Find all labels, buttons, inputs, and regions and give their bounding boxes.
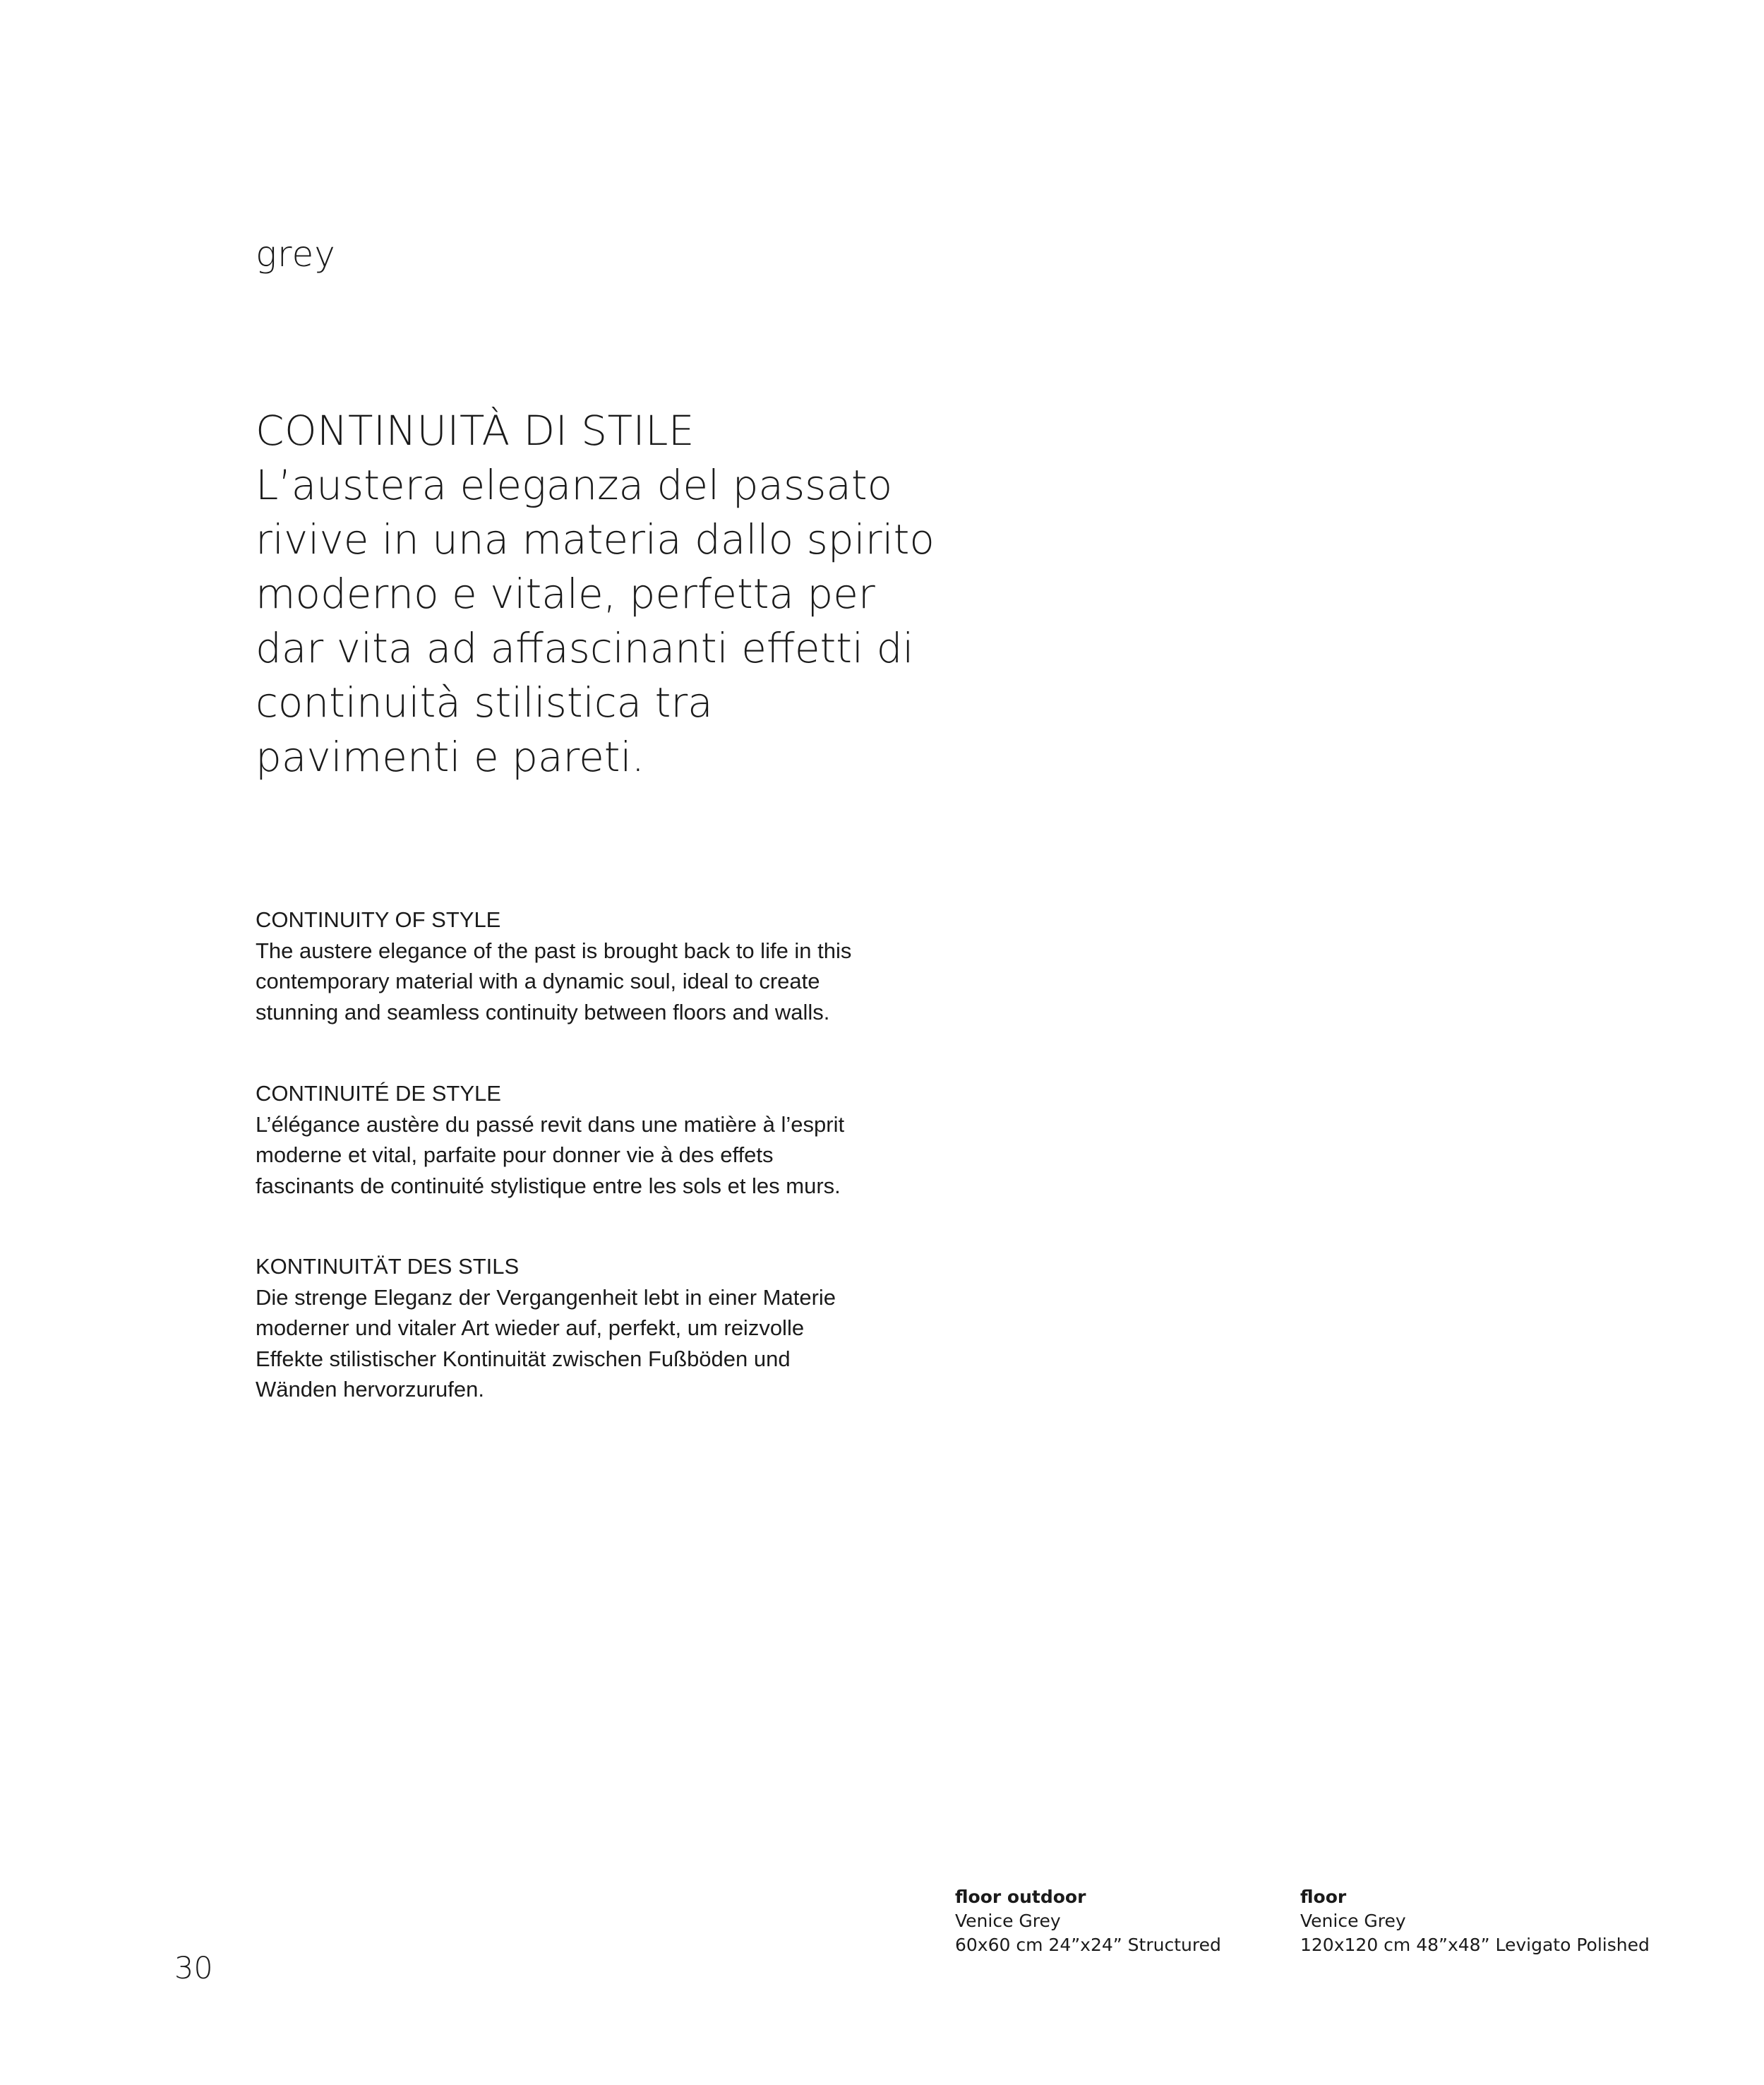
product-caption-floor-outdoor [955,1885,1221,1957]
product-caption-floor [1300,1885,1650,1957]
page-number: 30 [174,1951,213,1986]
caption-product: Venice Grey [955,1911,1061,1931]
text-block-english [256,904,961,1027]
text-block-german [256,1251,961,1405]
intro-heading: CONTINUITÀ DI STILE [256,407,695,455]
intro-body: L’austera eleganza del passato rivive in una materia dallo spirito moderno e vitale, perfetta per dar vita ad affascinanti effetti di continuità stilistica tra pavimenti e pareti. [256,461,935,781]
intro-italian [256,404,961,784]
block-text-english: The austere elegance of the past is brought back to life in this contemporary material with a dynamic soul, ideal to create stunning and seamless continuity between floors and walls. [256,938,852,1024]
caption-title: floor outdoor [955,1887,1086,1907]
caption-spec: 60x60 cm 24”x24” Structured [955,1935,1221,1955]
block-heading-french: CONTINUITÉ DE STYLE [256,1081,501,1106]
block-text-french: L’élégance austère du passé revit dans une matière à l’esprit moderne et vital, parfaite pour donner vie à des effets fascinants de continuité stylistique entre les sols et les murs. [256,1111,845,1198]
section-label: grey [256,234,336,275]
caption-product: Venice Grey [1300,1911,1406,1931]
caption-spec: 120x120 cm 48”x48” Levigato Polished [1300,1935,1650,1955]
text-block-french [256,1078,961,1201]
block-heading-german: KONTINUITÄT DES STILS [256,1254,520,1279]
block-heading-english: CONTINUITY OF STYLE [256,907,501,932]
caption-title: floor [1300,1887,1347,1907]
block-text-german: Die strenge Eleganz der Vergangenheit lebt in einer Materie moderner und vitaler Art wieder auf, perfekt, um reizvolle Effekte stilistischer Kontinuität zwischen Fußböden und Wänden hervorzurufen. [256,1284,836,1402]
